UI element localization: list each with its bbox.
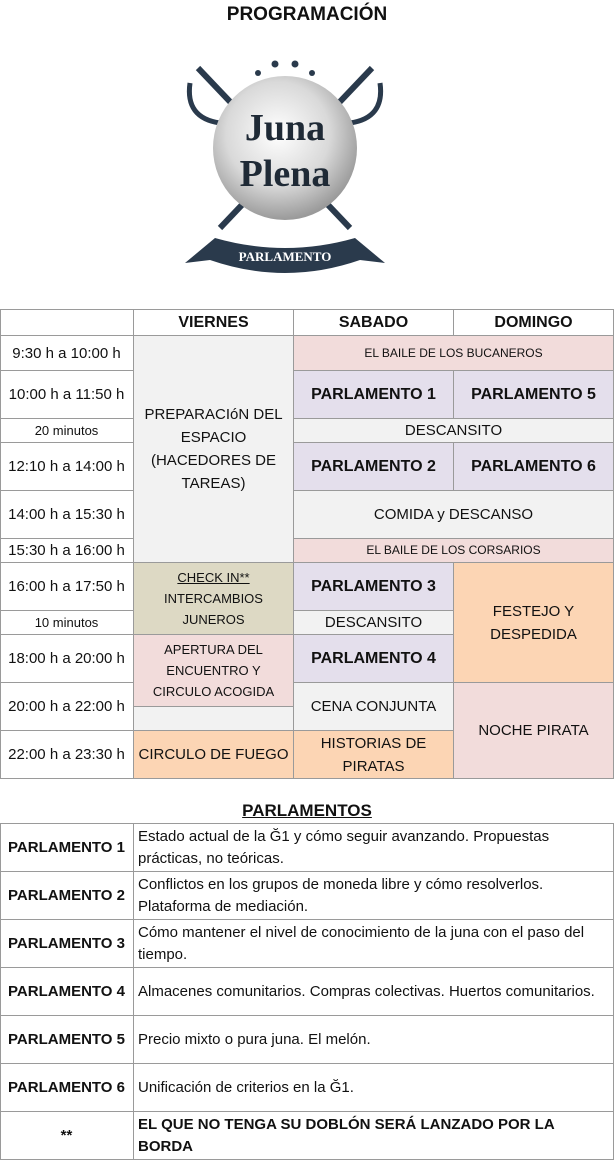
time-slot: 15:30 h a 16:00 h (0, 539, 134, 563)
event-checkin (134, 563, 294, 635)
header-time-blank (0, 310, 134, 336)
event-circulo-fuego: CIRCULO DE FUEGO (134, 731, 294, 779)
event-comida: COMIDA y DESCANSO (294, 491, 614, 539)
event-cena: CENA CONJUNTA (294, 683, 454, 731)
parlamento-desc: Unificación de criterios en la Ğ1. (134, 1064, 614, 1112)
checkin-label: CHECK IN** (177, 570, 250, 585)
time-slot: 20 minutos (0, 419, 134, 443)
parlamento-desc: Estado actual de la Ğ1 y cómo seguir avanzando. Propuestas prácticas, no teóricas. (134, 824, 614, 872)
parlamento-desc: Cómo mantener el nivel de conocimiento de la juna con el paso del tiempo. (134, 920, 614, 968)
time-slot: 10 minutos (0, 611, 134, 635)
footnote-mark: ** (0, 1112, 134, 1160)
logo-line1: Juna (244, 107, 326, 149)
event-preparacion: PREPARACIóN DEL ESPACIO (HACEDORES DE TAREAS) (134, 336, 294, 563)
parlamento-name: PARLAMENTO 4 (0, 968, 134, 1016)
event-corsarios: EL BAILE DE LOS CORSARIOS (294, 539, 614, 563)
event-parlamento-1: PARLAMENTO 1 (294, 371, 454, 419)
event-blank (134, 707, 294, 731)
footnote-text: EL QUE NO TENGA SU DOBLÓN SERÁ LANZADO POR LA BORDA (134, 1112, 614, 1160)
time-slot: 20:00 h a 22:00 h (0, 683, 134, 731)
logo-ribbon-text: PARLAMENTO (238, 249, 332, 264)
event-bucaneros: EL BAILE DE LOS BUCANEROS (294, 336, 614, 371)
stars-icon (255, 61, 315, 77)
event-parlamento-5: PARLAMENTO 5 (454, 371, 614, 419)
event-parlamento-2: PARLAMENTO 2 (294, 443, 454, 491)
parlamento-desc: Precio mixto o pura juna. El melón. (134, 1016, 614, 1064)
time-slot: 9:30 h a 10:00 h (0, 336, 134, 371)
event-descansito-2: DESCANSITO (294, 611, 454, 635)
event-parlamento-4: PARLAMENTO 4 (294, 635, 454, 683)
logo-line2: Plena (239, 153, 331, 195)
parlamento-desc: Conflictos en los grupos de moneda libre y cómo resolverlos. Plataforma de mediación. (134, 872, 614, 920)
header-sabado: SABADO (294, 310, 454, 336)
event-festejo: FESTEJO Y DESPEDIDA (454, 563, 614, 683)
time-slot: 22:00 h a 23:30 h (0, 731, 134, 779)
header-viernes: VIERNES (134, 310, 294, 336)
intercambios-label: INTERCAMBIOS JUNEROS (164, 591, 263, 627)
parlamento-name: PARLAMENTO 6 (0, 1064, 134, 1112)
juna-plena-logo (180, 28, 390, 286)
time-slot: 12:10 h a 14:00 h (0, 443, 134, 491)
page-title: PROGRAMACIÓN (226, 4, 388, 25)
parlamento-name: PARLAMENTO 1 (0, 824, 134, 872)
parlamentos-title: PARLAMENTOS (242, 801, 372, 820)
parlamento-name: PARLAMENTO 2 (0, 872, 134, 920)
time-slot: 14:00 h a 15:30 h (0, 491, 134, 539)
header-domingo: DOMINGO (454, 310, 614, 336)
time-slot: 18:00 h a 20:00 h (0, 635, 134, 683)
event-parlamento-3: PARLAMENTO 3 (294, 563, 454, 611)
time-slot: 10:00 h a 11:50 h (0, 371, 134, 419)
event-parlamento-6: PARLAMENTO 6 (454, 443, 614, 491)
parlamento-name: PARLAMENTO 3 (0, 920, 134, 968)
event-noche-pirata: NOCHE PIRATA (454, 683, 614, 779)
parlamento-desc: Almacenes comunitarios. Compras colectivas. Huertos comunitarios. (134, 968, 614, 1016)
event-descansito: DESCANSITO (294, 419, 614, 443)
event-apertura: APERTURA DEL ENCUENTRO Y CIRCULO ACOGIDA (134, 635, 294, 707)
event-historias: HISTORIAS DE PIRATAS (294, 731, 454, 779)
time-slot: 16:00 h a 17:50 h (0, 563, 134, 611)
parlamento-name: PARLAMENTO 5 (0, 1016, 134, 1064)
